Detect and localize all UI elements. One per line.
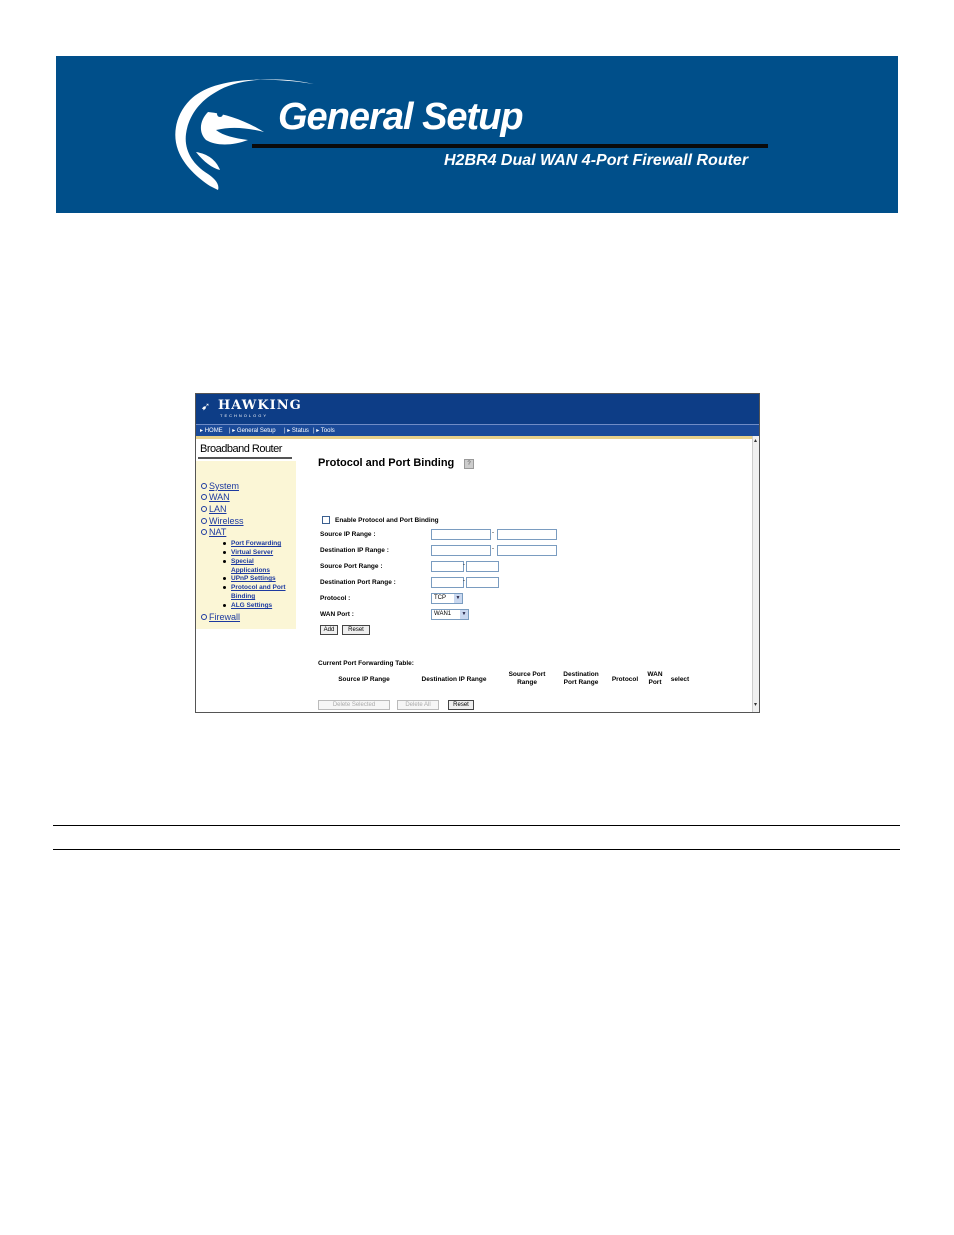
chevron-down-icon: ▼ xyxy=(461,611,467,617)
menu-system[interactable]: System xyxy=(209,481,240,491)
menu-wireless[interactable]: Wireless xyxy=(209,516,244,526)
enable-checkbox[interactable] xyxy=(322,516,330,524)
src-port-label: Source Port Range : xyxy=(320,563,383,570)
sidebar-title: Broadband Router xyxy=(200,443,282,455)
wan-port-select[interactable]: WAN1 ▼ xyxy=(431,609,469,620)
dst-ip-sep: - xyxy=(492,546,494,552)
scroll-down-icon[interactable]: ▾ xyxy=(754,702,758,708)
hawk-logo-icon: ➹ xyxy=(201,401,211,413)
dst-ip-end-input[interactable] xyxy=(497,545,557,556)
protocol-label: Protocol : xyxy=(320,595,351,602)
src-ip-sep: - xyxy=(492,530,494,536)
router-topbar xyxy=(196,394,759,424)
menu-nat[interactable]: NAT xyxy=(209,527,227,537)
menu-wan[interactable]: WAN xyxy=(209,492,230,502)
col-source-port: Source Port Range xyxy=(508,671,546,686)
banner-rule xyxy=(252,144,768,148)
col-wan-port: WAN Port xyxy=(647,671,663,686)
divider-bottom xyxy=(53,849,900,850)
dst-port-label: Destination Port Range : xyxy=(320,579,396,586)
dst-port-sep: - xyxy=(463,578,465,584)
dst-port-end-input[interactable] xyxy=(466,577,499,588)
src-port-sep: - xyxy=(463,562,465,568)
page-title: Protocol and Port Binding xyxy=(318,457,455,469)
delete-selected-button[interactable]: Delete Selected xyxy=(318,700,390,710)
src-port-end-input[interactable] xyxy=(466,561,499,572)
nav-tools[interactable]: | ▸ Tools xyxy=(313,428,335,434)
col-protocol: Protocol xyxy=(611,676,639,683)
protocol-select[interactable]: TCP ▼ xyxy=(431,593,463,604)
divider-top xyxy=(53,825,900,826)
menu-lan[interactable]: LAN xyxy=(209,504,227,514)
submenu-virtual-server[interactable]: Virtual Server xyxy=(231,549,274,556)
nav-status[interactable]: | ▸ Status xyxy=(284,428,309,434)
router-ui-screenshot xyxy=(195,393,760,713)
reset-button[interactable]: Reset xyxy=(342,625,370,635)
submenu-protocol-port[interactable]: Protocol and Port xyxy=(231,584,286,591)
sidebar-title-rule xyxy=(198,457,292,459)
chevron-down-icon: ▼ xyxy=(455,595,461,601)
add-button[interactable]: Add xyxy=(320,625,338,635)
col-select: select xyxy=(670,676,690,683)
brand-sub: TECHNOLOGY xyxy=(220,413,269,418)
wan-port-label: WAN Port : xyxy=(320,611,354,618)
help-icon[interactable]: ? xyxy=(464,459,474,469)
scrollbar[interactable] xyxy=(752,436,760,712)
nav-general-setup[interactable]: | ▸ General Setup xyxy=(229,428,276,434)
table-title: Current Port Forwarding Table: xyxy=(318,660,414,667)
delete-all-button[interactable]: Delete All xyxy=(397,700,439,710)
src-ip-start-input[interactable] xyxy=(431,529,491,540)
menu-firewall[interactable]: Firewall xyxy=(209,612,241,622)
col-destination-ip: Destination IP Range xyxy=(421,676,487,683)
submenu-binding[interactable]: Binding xyxy=(231,593,256,600)
enable-label: Enable Protocol and Port Binding xyxy=(335,517,439,524)
col-destination-port: Destination Port Range xyxy=(563,671,599,686)
scroll-up-icon[interactable]: ▴ xyxy=(754,438,758,444)
src-ip-label: Source IP Range : xyxy=(320,531,376,538)
table-reset-button[interactable]: Reset xyxy=(448,700,474,710)
header-banner xyxy=(56,56,898,213)
dst-port-start-input[interactable] xyxy=(431,577,464,588)
brand-name: HAWKING xyxy=(218,398,302,413)
submenu-applications[interactable]: Applications xyxy=(231,567,271,574)
banner-subtitle: H2BR4 Dual WAN 4-Port Firewall Router xyxy=(444,152,749,169)
submenu-port-forwarding[interactable]: Port Forwarding xyxy=(231,540,282,547)
col-source-ip: Source IP Range xyxy=(338,676,390,683)
submenu-special[interactable]: Special xyxy=(231,558,254,565)
src-ip-end-input[interactable] xyxy=(497,529,557,540)
submenu-upnp-settings[interactable]: UPnP Settings xyxy=(231,575,276,582)
dst-ip-start-input[interactable] xyxy=(431,545,491,556)
submenu-alg-settings[interactable]: ALG Settings xyxy=(231,602,273,609)
dst-ip-label: Destination IP Range : xyxy=(320,547,389,554)
banner-title: General Setup xyxy=(278,96,523,138)
src-port-start-input[interactable] xyxy=(431,561,464,572)
nav-home[interactable]: ▸ HOME xyxy=(200,428,223,434)
